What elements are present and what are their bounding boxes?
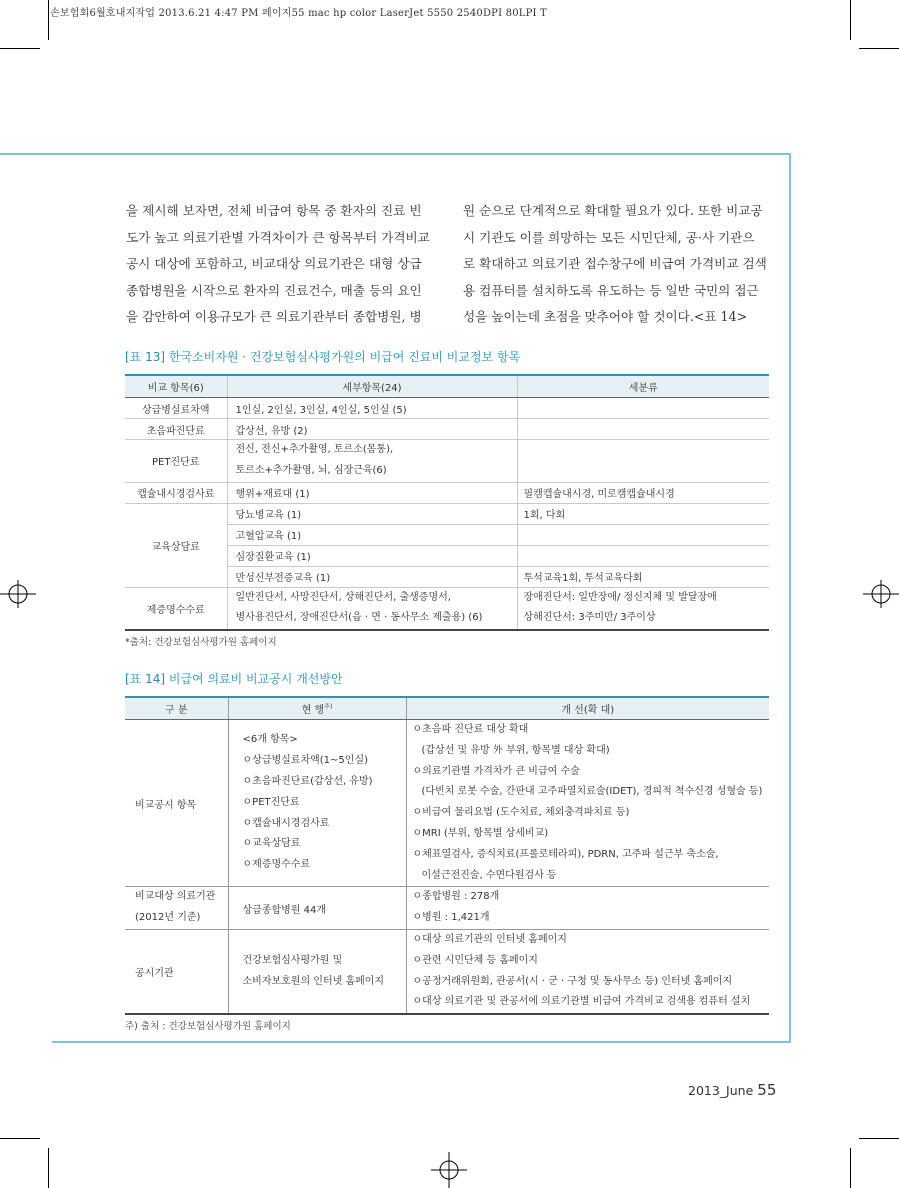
column-header-label: 현 행 — [301, 705, 325, 716]
table-cell: 1회, 다회 — [517, 503, 769, 524]
table13-source: *출처: 건강보험심사평가원 홈페이지 — [125, 637, 277, 648]
cell-line: ㅇPET진단료 — [242, 796, 300, 808]
registration-mark-icon — [863, 576, 899, 612]
body-text-left-column — [126, 198, 434, 331]
cell-line: ㅇ초음파 진단료 대상 확대 — [412, 724, 529, 735]
cell-line: ㅇ관련 시민단체 등 홈페이지 — [412, 954, 538, 966]
table-cell — [227, 587, 517, 630]
registration-mark-icon — [431, 1152, 467, 1188]
table-cell — [406, 720, 769, 887]
table-cell — [517, 398, 769, 419]
cell-line: ㅇ대상 의료기관 및 관공서에 의료기관별 비급여 가격비교 검색용 컴퓨터 설치 — [412, 996, 751, 1008]
table-cell — [125, 887, 228, 930]
table13 — [125, 374, 769, 631]
table-row — [125, 398, 769, 419]
table-row — [125, 587, 769, 630]
table-cell: 심장질환교육 (1) — [227, 545, 517, 566]
table-cell — [517, 545, 769, 566]
cell-line: 일반진단서, 사망진단서, 상해진단서, 출생증명서, — [235, 591, 451, 603]
column-header: 비교 항목(6) — [125, 375, 227, 398]
column-header: 개 선(확 대) — [406, 697, 769, 720]
table-row — [125, 419, 769, 440]
body-line: 용 컴퓨터를 설치하도록 유도하는 등 일반 국민의 접근 — [463, 282, 759, 298]
column-header: 세분류 — [517, 375, 769, 398]
table-row — [125, 440, 769, 483]
body-text-right-column — [463, 198, 771, 331]
table-cell: 필캠캡슐내시경, 미로캠캡슐내시경 — [517, 482, 769, 503]
issue-label: 2013_June — [688, 1083, 754, 1098]
cell-line: ㅇ캡슐내시경검사료 — [242, 817, 330, 829]
column-header: 구 분 — [125, 697, 228, 720]
table-row — [125, 482, 769, 503]
cell-line: 전신, 전신+추가촬영, 토르소(몸통), — [235, 444, 394, 455]
table-cell: 상급종합병원 44개 — [228, 887, 406, 930]
body-line: 로 확대하고 의료기관 접수창구에 비급여 가격비교 검색 — [463, 256, 767, 271]
column-header — [228, 697, 406, 720]
column-header: 세부항목(24) — [227, 375, 517, 398]
table-cell — [406, 929, 769, 1014]
table14-source: 주) 출처 : 건강보험심사평가원 홈페이지 — [125, 1021, 291, 1032]
body-line: 시 기관도 이를 희망하는 모든 시민단체, 공·사 기관으 — [463, 229, 755, 245]
table-cell: PET진단료 — [125, 440, 227, 483]
table-cell: 고혈압교육 (1) — [227, 524, 517, 545]
table-cell: 1인실, 2인실, 3인실, 4인실, 5인실 (5) — [227, 398, 517, 419]
cell-line: 장애진단서: 일반장애/ 정신지체 및 발달장애 — [523, 591, 717, 603]
table-cell — [406, 887, 769, 930]
cell-line: (2012년 기준) — [135, 912, 201, 924]
cell-line: <6개 항목> — [242, 734, 298, 746]
cell-line: 비교대상 의료기관 — [135, 891, 216, 903]
cell-line: ㅇ의료기관별 가격차가 큰 비급여 수술 — [412, 765, 580, 777]
cell-line: 이설근전진술, 수면다원검사 등 — [421, 869, 557, 881]
body-line: 을 제시해 보자면, 전체 비급여 항목 중 환자의 진료 빈 — [126, 203, 422, 218]
table-cell: 행위+재료대 (1) — [227, 482, 517, 503]
cell-line: (갑상선 및 유방 外 부위, 항목별 대상 확대) — [421, 744, 610, 756]
table-cell — [517, 524, 769, 545]
table-header-row — [125, 375, 769, 398]
table-row — [125, 887, 769, 930]
content-frame-bottom — [52, 1041, 791, 1043]
cell-line: ㅇ상급병실료차액(1~5인실) — [242, 755, 369, 767]
table-cell: 갑상선, 유방 (2) — [227, 419, 517, 440]
page-footer — [688, 1081, 776, 1099]
content-frame-right — [789, 153, 791, 1043]
cell-line: ㅇ공정거래위원회, 관공서(시 · 군 · 구청 및 동사무소 등) 인터넷 홈페이지 — [412, 975, 733, 987]
table-cell: 캡슐내시경검사료 — [125, 482, 227, 503]
cell-line: 건강보험심사평가원 및 — [242, 954, 343, 966]
cell-line: ㅇ대상 의료기관의 인터넷 홈페이지 — [412, 933, 567, 945]
table-cell: 당뇨병교육 (1) — [227, 503, 517, 524]
body-line: 도가 높고 의료기관별 가격차이가 큰 항목부터 가격비교 — [126, 229, 430, 245]
cell-line: ㅇ병원 : 1,421개 — [412, 912, 490, 924]
cell-line: 병사용진단서, 장애진단서(읍 · 면 · 동사무소 제출용) (6) — [235, 612, 483, 624]
table14-caption: [표 14] 비급여 의료비 비교공시 개선방안 — [125, 672, 343, 686]
body-line: 종합병원을 시작으로 환자의 진료건수, 매출 등의 요인 — [126, 282, 422, 298]
table14 — [125, 696, 769, 1015]
body-line: 을 감안하여 이용규모가 큰 의료기관부터 종합병원, 병 — [126, 309, 422, 324]
table-header-row — [125, 697, 769, 720]
cell-line: 토르소+추가촬영, 뇌, 심장근육(6) — [235, 464, 387, 476]
table-cell: 초음파진단료 — [125, 419, 227, 440]
cell-line: 상해진단서: 3주미만/ 3주이상 — [523, 612, 656, 624]
table-row — [125, 503, 769, 524]
cell-line: ㅇ종합병원 : 278개 — [412, 891, 500, 903]
footnote-marker: 주) — [324, 703, 333, 711]
cell-line: 소비자보호원의 인터넷 홈페이지 — [242, 975, 385, 987]
table-cell — [228, 720, 406, 887]
table-cell: 공시기관 — [125, 929, 228, 1014]
registration-mark-icon — [0, 576, 36, 612]
body-line: 원 순으로 단계적으로 확대할 필요가 있다. 또한 비교공 — [463, 203, 763, 218]
table-cell — [517, 587, 769, 630]
cell-line: ㅇ교육상담료 — [242, 838, 301, 850]
table-cell: 투석교육1회, 투석교육다회 — [517, 566, 769, 587]
cell-line: ㅇ초음파진단료(갑상선, 유방) — [242, 775, 373, 787]
table-cell — [517, 419, 769, 440]
cell-line: ㅇ체표열검사, 증식치료(프롤로테라피), PDRN, 고주파 설근부 축소술, — [412, 848, 719, 860]
table-cell: 상급병실료차액 — [125, 398, 227, 419]
body-line: 공시 대상에 포함하고, 비교대상 의료기관은 대형 상급 — [126, 256, 422, 271]
table-row — [125, 929, 769, 1014]
page-number: 55 — [757, 1081, 777, 1099]
table-cell: 제증명수수료 — [125, 587, 227, 630]
table13-caption: [표 13] 한국소비자원 · 건강보험심사평가원의 비급여 진료비 비교정보 항목 — [125, 350, 521, 364]
print-slug: 손보험회6월호내지작업 2013.6.21 4:47 PM 페이지55 mac hp color LaserJet 5550 2540DPI 80LPI T — [50, 8, 547, 19]
table-cell — [517, 440, 769, 483]
cell-line: ㅇ제증명수수료 — [242, 859, 311, 871]
cell-line: ㅇMRI (부위, 항목별 상세비교) — [412, 827, 549, 839]
body-line: 성을 높이는데 초점을 맞추어야 할 것이다.<표 14> — [463, 309, 748, 324]
table-cell — [228, 929, 406, 1014]
table-row — [125, 720, 769, 887]
table-cell — [227, 440, 517, 483]
cell-line: ㅇ비급여 물리요법 (도수치료, 체외충격파치료 등) — [412, 807, 630, 819]
cell-line: (다빈치 로봇 수술, 간판내 고주파열치료술(IDET), 경피적 척수신경 성형술 등) — [421, 786, 763, 798]
table-cell: 만성신부전증교육 (1) — [227, 566, 517, 587]
content-frame-top — [0, 153, 790, 155]
table-cell: 비교공시 항목 — [125, 720, 228, 887]
table-cell: 교육상담료 — [125, 503, 227, 587]
